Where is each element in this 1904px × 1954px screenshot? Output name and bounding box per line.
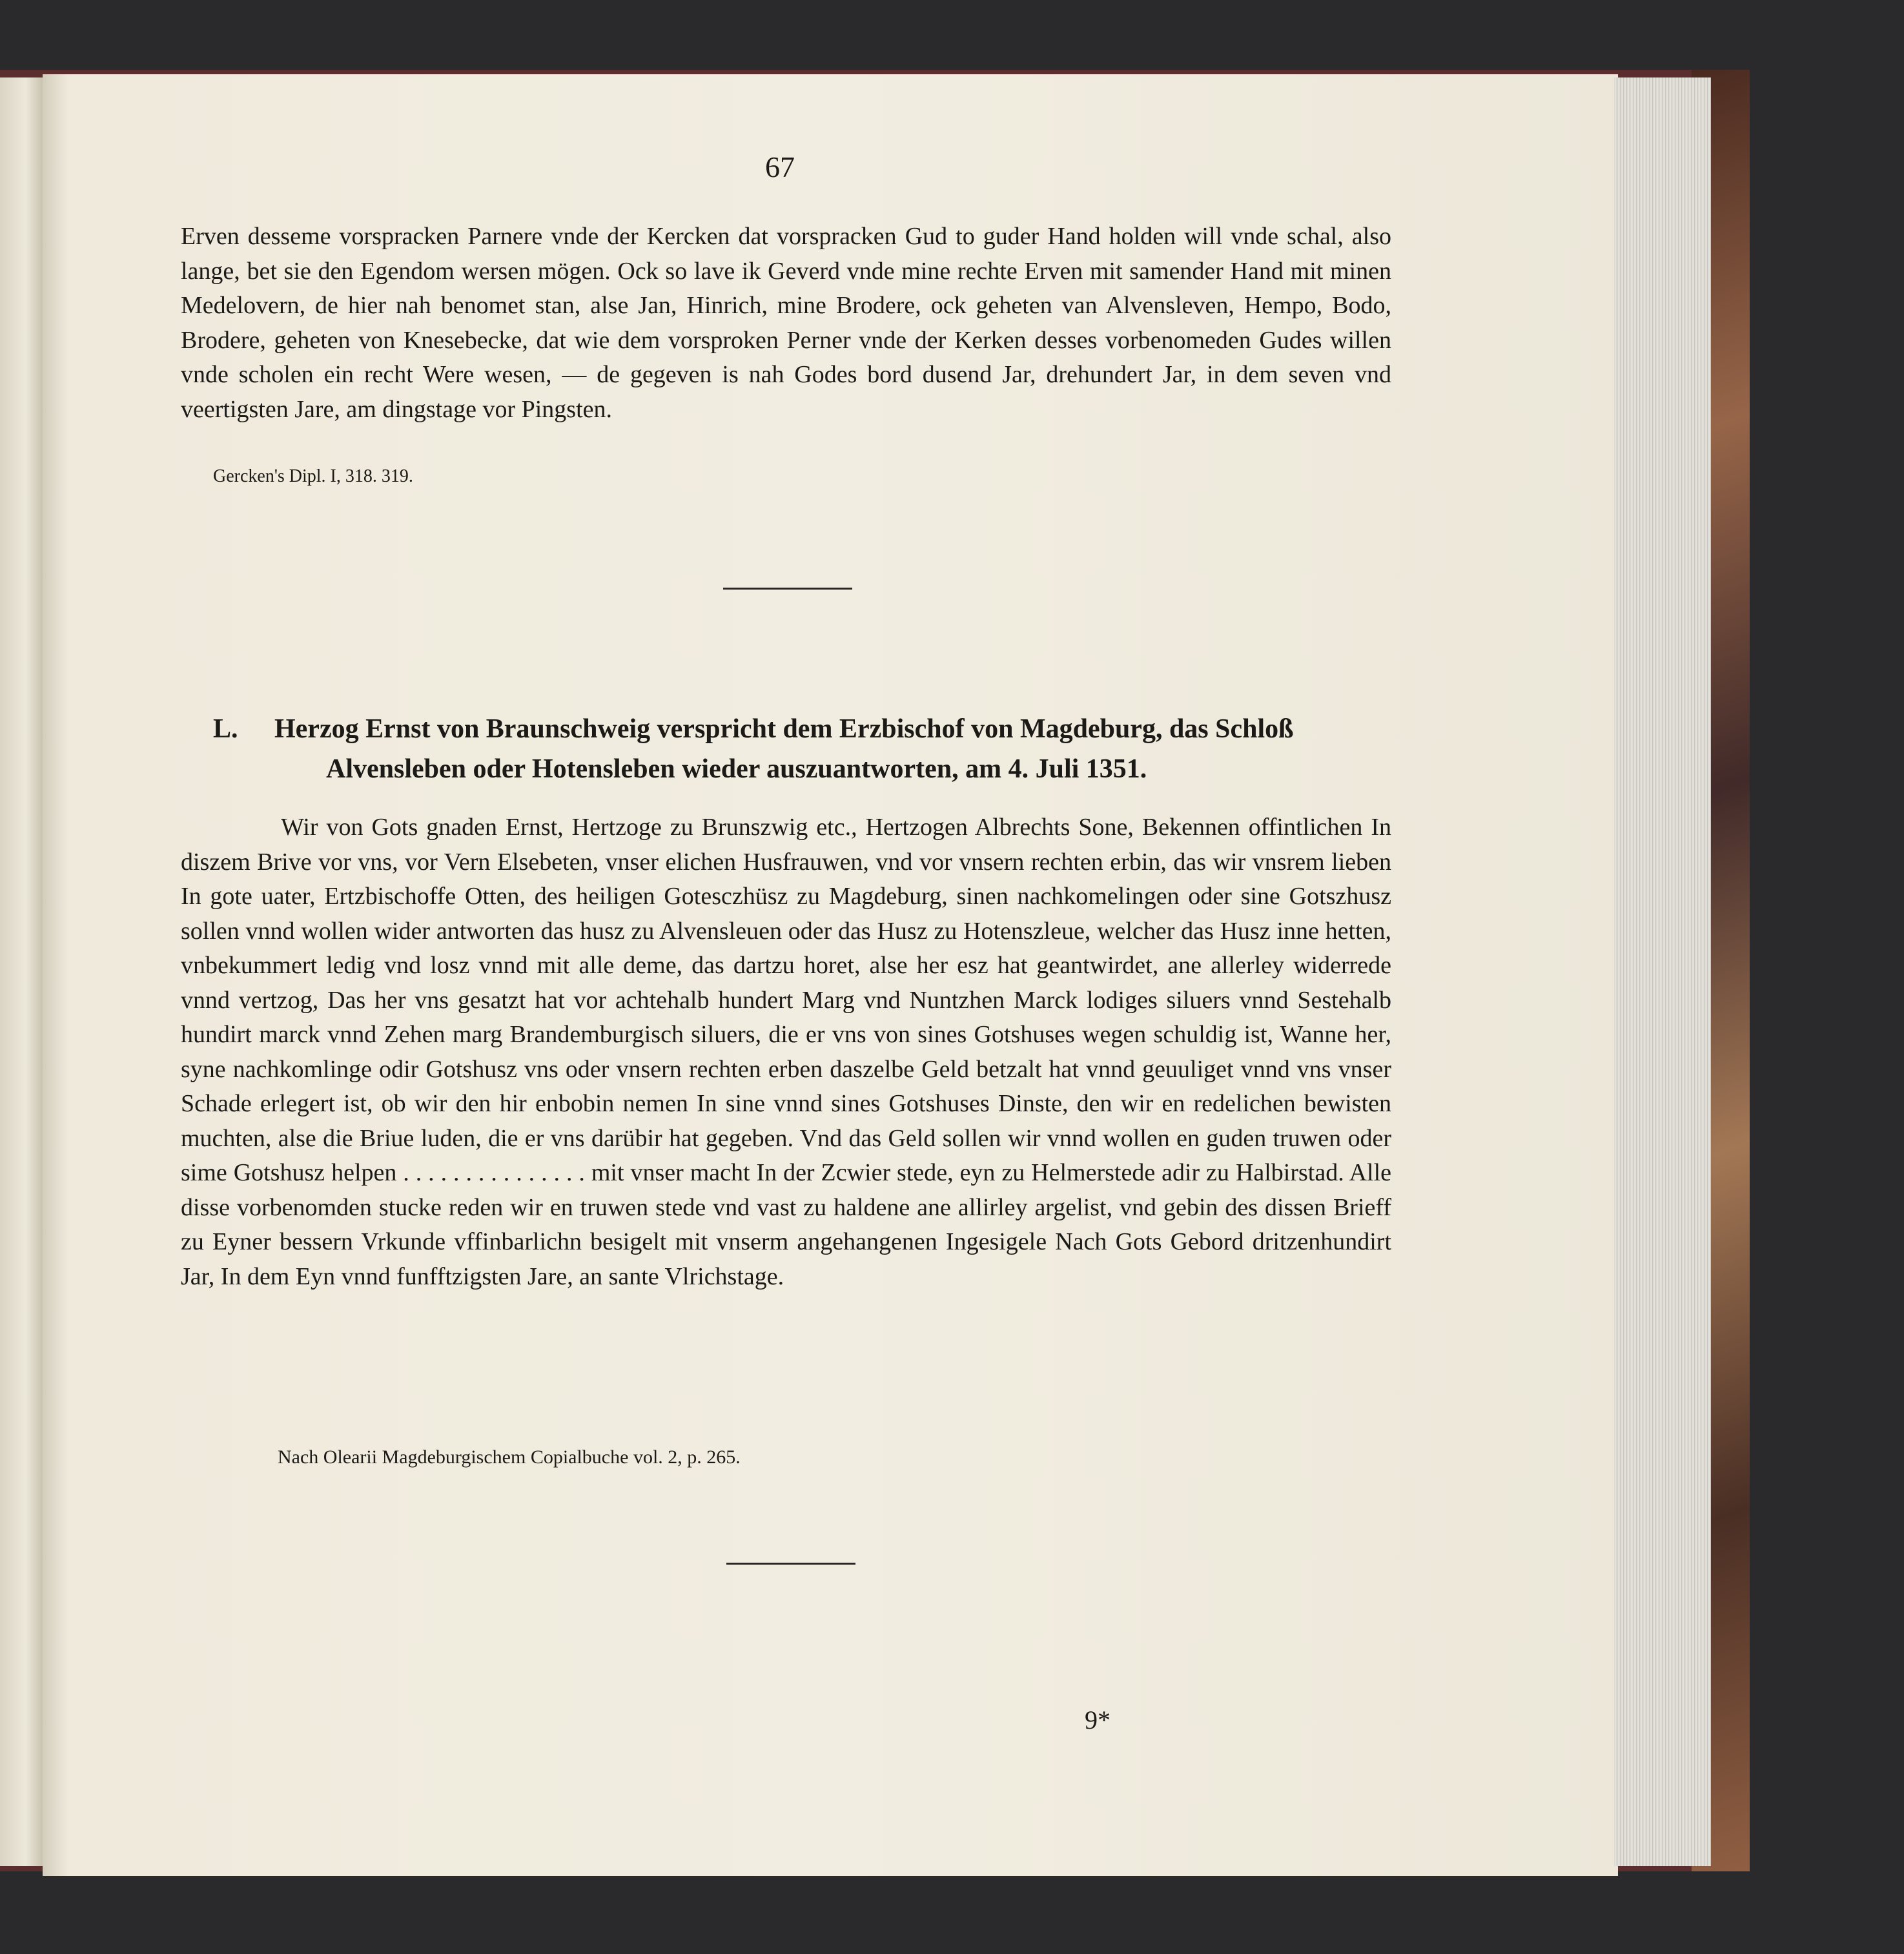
heading-number: L. [213, 714, 238, 744]
heading-line-2: Alvensleben oder Hotensleben wieder auszuantworten, am 4. Juli 1351. [326, 754, 1147, 784]
paragraph-continuation [181, 220, 1391, 427]
section-divider [723, 588, 852, 590]
signature-mark: 9* [1085, 1705, 1111, 1734]
source-citation-1: Gercken's Dipl. I, 318. 319. [213, 466, 413, 486]
section-divider-end [726, 1563, 855, 1565]
page-number: 67 [765, 150, 795, 183]
page-block-edges [1614, 77, 1711, 1866]
source-citation-2: Nach Olearii Magdeburgischem Copialbuche vol. 2, p. 265. [278, 1446, 741, 1468]
paragraph-2-text: Wir von Gots gnaden Ernst, Hertzoge zu Brunszwig etc., Hertzogen Albrechts Sone, Bekennen offintlichen In diszem Brive vor vns, vor Vern Elsebeten, vnser elichen Husfrauwen, vnd vor vnsern rechten erbin, das wir vnsrem lieben In gote uater, Ertzbischoffe Otten, des heiligen Gotesczhüsz zu Magdeburg, sinen nachkomelingen oder sine Gotszhusz sollen vnnd wollen wider antworten das husz zu Alvensleuen oder das Husz zu Hotenszleue, welcher das Husz inne hetten, vnbekummert ledig vnd losz vnnd mit alle deme, das dartzu horet, alse her esz hat geantwirdet, ane allerley widerrede vnnd vertzog, Das her vns gesatzt hat vor achtehalb hundert Marg vnd Nuntzhen Marck lodiges siluers vnnd Sestehalb hundirt marck vnnd Zehen marg Brandemburgisch siluers, die er vns von sines Gotshuses wegen schuldig ist, Wanne her, syne nachkomlinge odir Gotshusz vns oder vnsern rechten erben daszelbe Geld betzalt hat vnnd geuuliget vnnd vns vnser Schade erlegert ist, ob wir den hir enbobin nemen In sine vnnd sines Gotshuses Dinste, den wir en redelichen bewisten muchten, alse die Briue luden, die er vns darübir hat gegeben. Vnd das Geld sollen wir vnnd wollen en guden truwen oder sime Gotshusz helpen . . . . . . . . . . . . . . . mit vnser macht In der Zcwier stede, eyn zu Helmerstede adir zu Halbirstad. Alle disse vorbenomden stucke reden wir en truwen stede vnd vast zu haldene ane allirley argelist, vnd gebin des dissen Brieff zu Eyner bessern Vrkunde vffinbarlichn besigelt mit vnserm angehangenen Ingesigele Nach Gots Gebord dritzenhundirt Jar, In dem Eyn vnnd funfftzigsten Jare, an sante Vlrichstage. [181, 814, 1391, 1290]
charter-text [181, 810, 1391, 1294]
paragraph-1-text: Erven desseme vorspracken Parnere vnde der Kercken dat vorspracken Gud to guder Hand holden will vnde schal, also lange, bet sie den Egendom wersen mögen. Ock so lave ik Geverd vnde mine rechte Erven mit samender Hand mit minen Medelovern, de hier nah benomet stan, alse Jan, Hinrich, mine Brodere, ock geheten van Alvensleven, Hempo, Bodo, Brodere, geheten von Knesebecke, dat wie dem vorsproken Perner vnde der Kerken desses vorbenomeden Gudes willen vnde scholen ein recht Were wesen, — de gegeven is nah Godes bord dusend Jar, drehundert Jar, in dem seven vnd veertigsten Jare, am dingstage vor Pingsten. [181, 223, 1391, 423]
left-page-edge [0, 77, 43, 1866]
document-heading [213, 709, 1362, 789]
heading-line-1: Herzog Ernst von Braunschweig verspricht dem Erzbischof von Magdeburg, das Schloß [274, 714, 1294, 744]
